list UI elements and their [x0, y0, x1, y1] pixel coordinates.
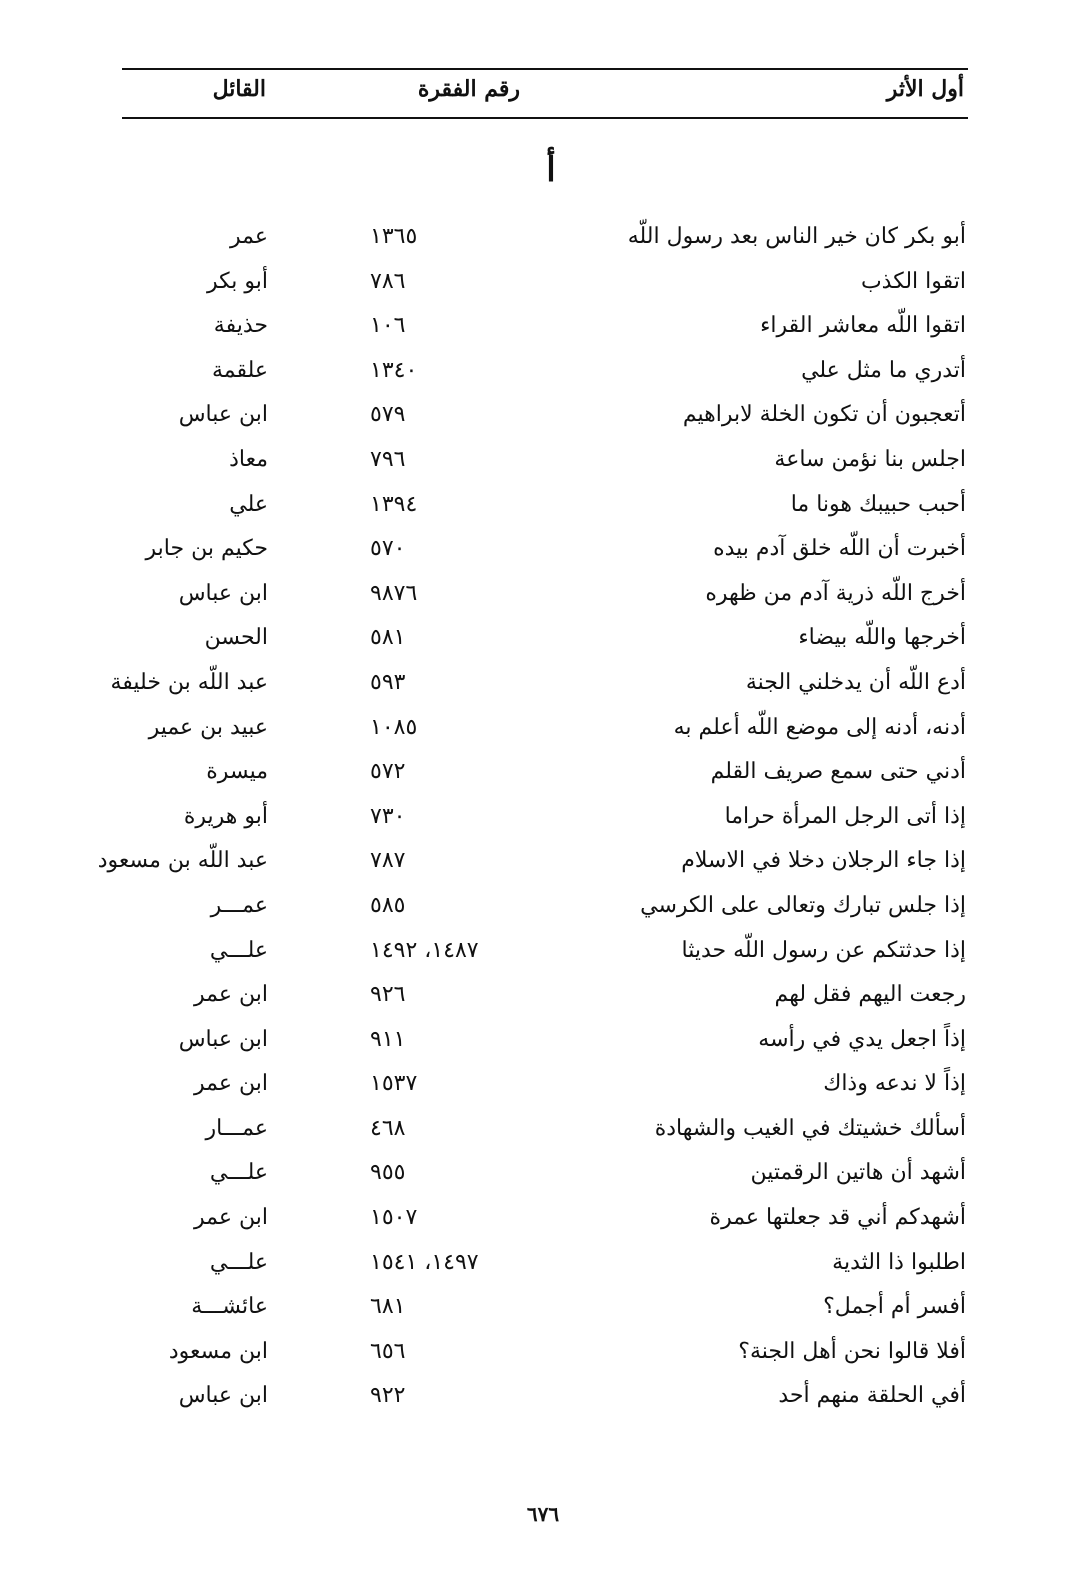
row-first-words: أدني حتى سمع صريف القلم [710, 759, 966, 785]
row-first-words: أخرج اللّه ذرية آدم من ظهره [705, 580, 966, 606]
row-first-words: رجعت اليهم فقل لهم [774, 982, 966, 1008]
row-speaker: علـــي [209, 1249, 268, 1275]
row-first-words: أفي الحلقة منهم أحد [778, 1383, 966, 1409]
row-speaker: علـــي [209, 1160, 268, 1186]
row-paragraph-number: ٥٧٠ [370, 536, 406, 562]
row-paragraph-number: ٩٥٥ [370, 1160, 406, 1186]
row-speaker: عبد اللّه بن مسعود [97, 848, 268, 874]
row-first-words: إذا جاء الرجلان دخلا في الاسلام [681, 848, 966, 874]
table-row [0, 844, 1086, 889]
row-paragraph-number: ١٠٦ [370, 313, 406, 339]
row-speaker: علـــي [209, 937, 268, 963]
row-paragraph-number: ٥٨١ [370, 625, 406, 651]
row-paragraph-number: ٩٢٢ [370, 1383, 406, 1409]
row-paragraph-number: ٥٧٩ [370, 402, 406, 428]
row-first-words: إذا حدثتكم عن رسول اللّه حديثا [681, 937, 966, 963]
row-first-words: أحبب حبيبك هونا ما [790, 491, 966, 517]
row-speaker: علقمة [211, 357, 268, 383]
table-row [0, 577, 1086, 622]
row-paragraph-number: ٩٨٧٦ [370, 580, 418, 606]
table-row [0, 1335, 1086, 1380]
table-row [0, 666, 1086, 711]
row-paragraph-number: ٥٧٢ [370, 759, 406, 785]
row-speaker: علي [229, 491, 268, 517]
table-row [0, 1112, 1086, 1157]
table-row [0, 934, 1086, 979]
table-row [0, 488, 1086, 533]
row-first-words: أفسر أم أجمل؟ [823, 1294, 966, 1320]
table-row [0, 265, 1086, 310]
row-speaker: أبو بكر [206, 268, 268, 294]
row-speaker: عمر [230, 224, 268, 249]
row-speaker: عائشـــة [191, 1294, 268, 1320]
table-row [0, 755, 1086, 800]
row-paragraph-number: ٧٨٦ [370, 268, 406, 294]
row-paragraph-number: ١٥٣٧ [370, 1071, 418, 1097]
row-paragraph-number: ٤٦٨ [370, 1115, 406, 1141]
row-first-words: أتدري ما مثل علي [801, 357, 966, 383]
section-letter: أ [546, 150, 556, 190]
row-first-words: إذا أتى الرجل المرأة حراما [724, 803, 966, 829]
row-speaker: أبو هريرة [183, 803, 268, 829]
row-first-words: اجلس بنا نؤمن ساعة [774, 446, 966, 472]
table-row [0, 621, 1086, 666]
row-speaker: ابن عباس [178, 402, 268, 428]
row-paragraph-number: ٧٩٦ [370, 446, 406, 472]
row-speaker: عبيد بن عمير [148, 714, 268, 740]
row-paragraph-number: ٧٣٠ [370, 803, 406, 829]
table-row [0, 711, 1086, 756]
table-row [0, 1290, 1086, 1335]
row-paragraph-number: ١٤٨٧، ١٤٩٢ [370, 937, 479, 963]
row-first-words: أشهدكم أني قد جعلتها عمرة [709, 1205, 966, 1231]
row-speaker: ابن عباس [178, 1383, 268, 1409]
row-paragraph-number: ٦٥٦ [370, 1338, 406, 1364]
row-paragraph-number: ١٣٤٠ [370, 357, 418, 383]
table-row [0, 1201, 1086, 1246]
row-speaker: حذيفة [213, 313, 268, 339]
row-first-words: أبو بكر كان خير الناس بعد رسول اللّه [627, 224, 966, 249]
row-speaker: عمـــر [210, 892, 268, 918]
row-first-words: إذا جلس تبارك وتعالى على الكرسي [640, 892, 966, 918]
row-speaker: ابن عمر [194, 1071, 268, 1097]
row-paragraph-number: ٥٨٥ [370, 892, 406, 918]
row-paragraph-number: ١٣٦٥ [370, 224, 418, 249]
table-row [0, 443, 1086, 488]
row-first-words: أدع اللّه أن يدخلني الجنة [745, 669, 966, 695]
row-speaker: ابن عباس [178, 580, 268, 606]
header-speaker: القائل [212, 76, 266, 102]
row-speaker: ابن عباس [178, 1026, 268, 1052]
table-row [0, 800, 1086, 845]
row-first-words: أفلا قالوا نحن أهل الجنة؟ [738, 1338, 966, 1364]
table-row [0, 1156, 1086, 1201]
row-paragraph-number: ٦٨١ [370, 1294, 406, 1320]
table-row [0, 309, 1086, 354]
row-first-words: أسألك خشيتك في الغيب والشهادة [654, 1115, 966, 1141]
header-paragraph-number: رقم الفقرة [417, 76, 520, 102]
table-row [0, 1379, 1086, 1424]
row-speaker: عبد اللّه بن خليفة [110, 669, 268, 695]
row-first-words: إذاً لا ندعه وذاك [823, 1071, 966, 1097]
row-first-words: أخبرت أن اللّه خلق آدم بيده [713, 536, 966, 562]
row-paragraph-number: ٥٩٣ [370, 669, 406, 695]
row-first-words: اتقوا الكذب [860, 268, 966, 294]
row-speaker: حكيم بن جابر [145, 536, 268, 562]
header-first-words: أول الأثر [886, 76, 964, 102]
row-paragraph-number: ٩١١ [370, 1026, 406, 1052]
row-speaker: ابن عمر [194, 982, 268, 1008]
table-row [0, 889, 1086, 934]
row-paragraph-number: ١٣٩٤ [370, 491, 418, 517]
row-first-words: إذاً اجعل يدي في رأسه [758, 1026, 966, 1052]
table-row [0, 1246, 1086, 1291]
row-paragraph-number: ١٤٩٧، ١٥٤١ [370, 1249, 479, 1275]
row-first-words: أخرجها واللّه بيضاء [798, 625, 966, 651]
row-first-words: اطلبوا ذا الثدية [832, 1249, 966, 1275]
table-row [0, 1067, 1086, 1112]
row-paragraph-number: ١٠٨٥ [370, 714, 418, 740]
row-speaker: ابن مسعود [168, 1338, 268, 1364]
index-table [0, 220, 1086, 1424]
row-speaker: معاذ [229, 446, 268, 472]
row-paragraph-number: ١٥٠٧ [370, 1205, 418, 1231]
table-row [0, 532, 1086, 577]
row-speaker: ميسرة [206, 759, 268, 785]
table-row [0, 220, 1086, 265]
row-first-words: أدنه، أدنه إلى موضع اللّه أعلم به [673, 714, 966, 740]
table-row [0, 354, 1086, 399]
header-top-rule [122, 68, 968, 70]
table-row [0, 398, 1086, 443]
table-row [0, 978, 1086, 1023]
row-speaker: عمـــار [205, 1115, 268, 1141]
row-paragraph-number: ٧٨٧ [370, 848, 406, 874]
row-speaker: ابن عمر [194, 1205, 268, 1231]
row-first-words: أتعجبون أن تكون الخلة لابراهيم [682, 402, 966, 428]
row-speaker: الحسن [204, 625, 268, 651]
row-paragraph-number: ٩٢٦ [370, 982, 406, 1008]
row-first-words: اتقوا اللّه معاشر القراء [760, 313, 966, 339]
row-first-words: أشهد أن هاتين الرقمتين [750, 1160, 966, 1186]
table-row [0, 1023, 1086, 1068]
page-number: ٦٧٦ [526, 1502, 560, 1526]
header-bottom-rule [122, 117, 968, 119]
